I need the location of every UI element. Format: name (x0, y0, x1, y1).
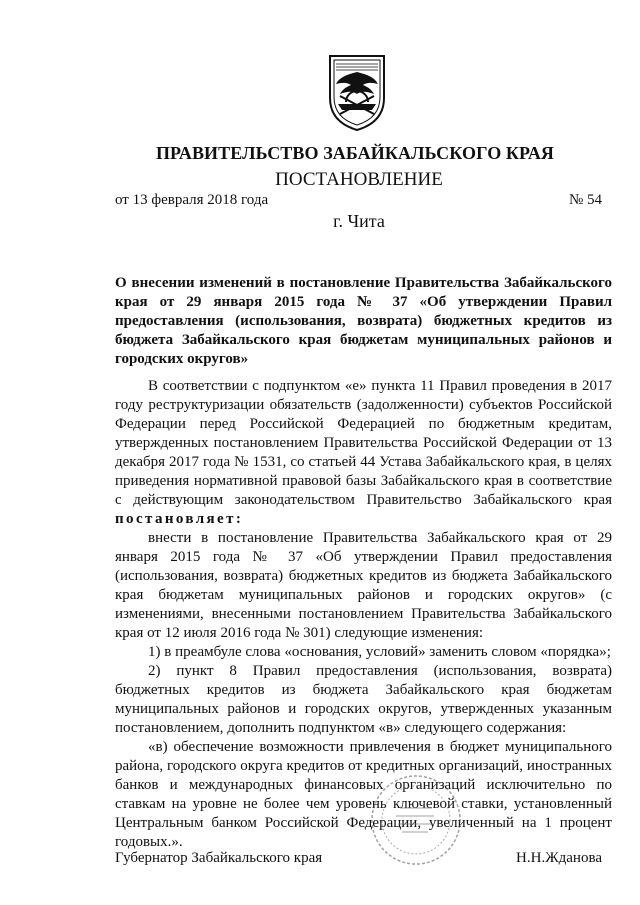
document-number: № 54 (568, 192, 602, 208)
document-type: ПОСТАНОВЛЕНИЕ (275, 169, 443, 190)
coat-of-arms-icon (326, 52, 388, 132)
paragraph-2: 1) в преамбуле слова «основания, условий» заменить словом «порядка»; (148, 644, 611, 660)
document-subject: О внесении изменений в постановление Правительства Забайкальского края от 29 января 2015 года № 37 «Об утверждении Правил предоставления (использования, возврата) бюджетных кредитов из бюджета Забайкальского края бюджетам муниципальных районов и городских округов» (115, 275, 612, 367)
resolves-word: постановляет: (115, 511, 244, 527)
paragraph-3: 2) пункт 8 Правил предоставления (использования, возврата) бюджетных кредитов из бюджета Забайкальского края бюджетам муниципальных районов и городских округов, утвержденных указанным постановлением, дополнить подпунктом «в» следующего содержания: (115, 663, 612, 736)
paragraph-4: «в) обеспечение возможности привлечения в бюджет муниципального района, городского округа кредитов от кредитных организаций, иностранных банков и международных финансовых организаций исключительно по ставкам на уровне не более чем уровень ключевой ставки, установленный Центральным банком Российской Федерации, увеличенный на 1 процент годовых.». (115, 739, 612, 850)
preamble-paragraph (115, 377, 612, 529)
preamble-text: В соответствии с подпунктом «е» пункта 11 Правил проведения в 2017 году реструктуризации обязательств (задолженности) субъектов Российской Федерации перед Российской Федерацией по бюджетным кредитам, утвержденных постановлением Правительства Российской Федерации от 13 декабря 2017 года № 1531, со статьей 44 Устава Забайкальского края, в целях приведения нормативной правовой базы Забайкальского края в соответствие с действующим законодательством Правительство Забайкальского края (115, 378, 612, 508)
paragraph-1: внести в постановление Правительства Забайкальского края от 29 января 2015 года № 37 «Об утверждении Правил предоставления (использования, возврата) бюджетных кредитов из бюджета Забайкальского края бюджетам муниципальных районов и городских округов» (с изменениями, внесенными постановлением Правительства Забайкальского края от 12 июля 2016 года № 301) следующие изменения: (115, 530, 612, 641)
government-title: ПРАВИТЕЛЬСТВО ЗАБАЙКАЛЬСКОГО КРАЯ (155, 143, 555, 163)
signatory-name: Н.Н.Жданова (516, 850, 602, 866)
document-city: г. Чита (333, 211, 385, 231)
document-date: от 13 февраля 2018 года (115, 192, 269, 208)
signatory-position: Губернатор Забайкальского края (115, 850, 323, 866)
seal-stamp-icon (368, 772, 464, 868)
document-body (115, 377, 612, 852)
